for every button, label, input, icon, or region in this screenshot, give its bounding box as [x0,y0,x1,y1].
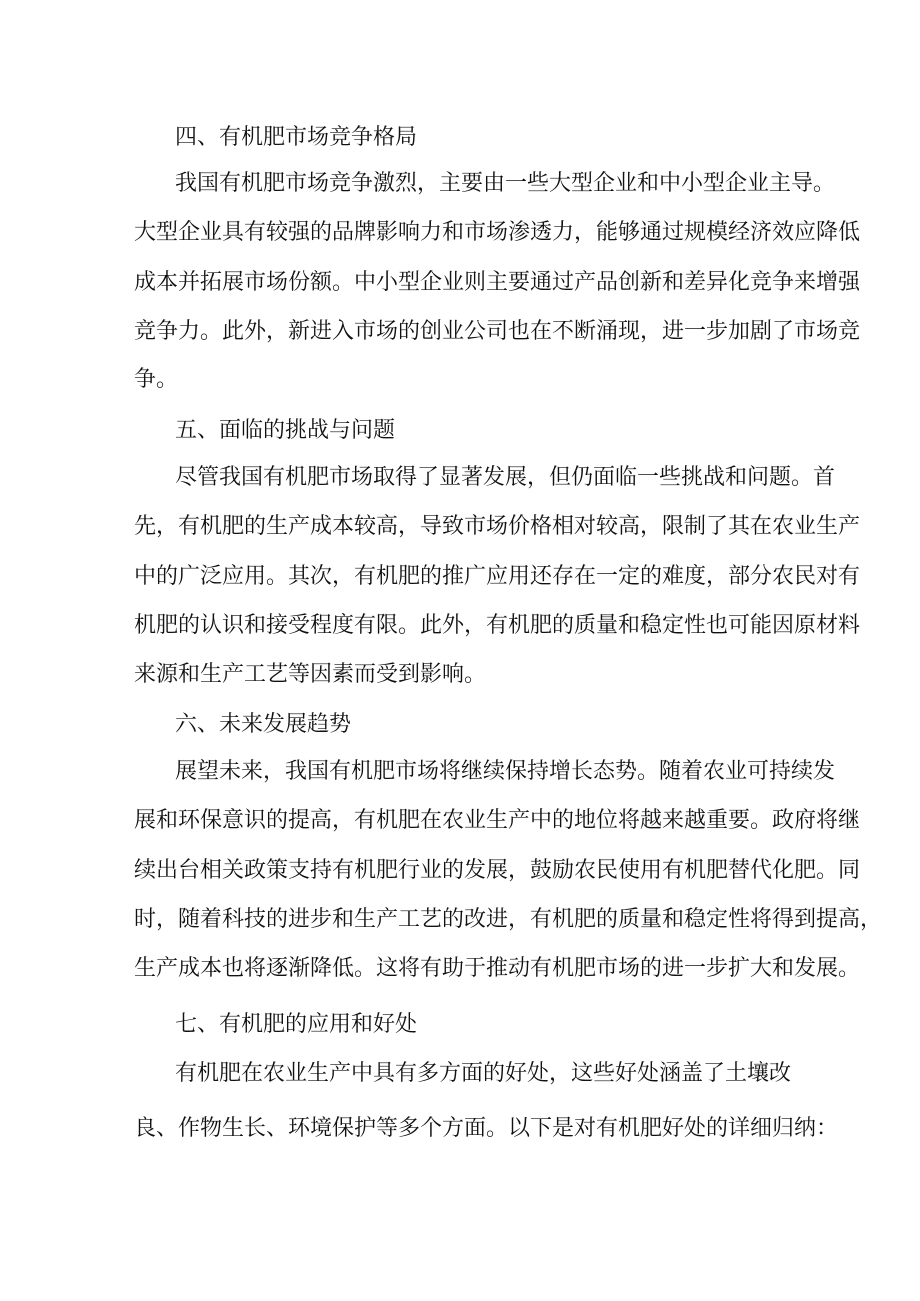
section-6-line-1: 展望未来，我国有机肥市场将继续保持增长态势。随着农业可持续发 [175,759,836,784]
section-5-line-5: 来源和生产工艺等因素而受到影响。 [134,662,487,687]
section-6-line-5: 生产成本也将逐渐降低。这将有助于推动有机肥市场的进一步扩大和发展。 [134,956,861,981]
section-6-heading: 六、未来发展趋势 [175,712,352,737]
section-5-heading: 五、面临的挑战与问题 [175,418,396,443]
section-7-line-1: 有机肥在农业生产中具有多方面的好处，这些好处涵盖了土壤改 [175,1061,792,1086]
section-7-line-2: 良、作物生长、环境保护等多个方面。以下是对有机肥好处的详细归纳： [134,1116,839,1141]
section-6-line-3: 续出台相关政策支持有机肥行业的发展，鼓励农民使用有机肥替代化肥。同 [134,858,861,883]
section-5-line-1: 尽管我国有机肥市场取得了显著发展，但仍面临一些挑战和问题。首 [175,465,836,490]
section-5-line-4: 机肥的认识和接受程度有限。此外，有机肥的质量和稳定性也可能因原材料 [134,613,861,638]
section-7-heading: 七、有机肥的应用和好处 [175,1012,418,1037]
section-6-line-4: 时，随着科技的进步和生产工艺的改进，有机肥的质量和稳定性将得到提高， [134,907,883,932]
section-4-line-5: 争。 [134,367,179,392]
section-6-line-2: 展和环保意识的提高，有机肥在农业生产中的地位将越来越重要。政府将继 [134,808,861,833]
section-5-line-3: 中的广泛应用。其次，有机肥的推广应用还存在一定的难度，部分农民对有 [134,564,861,589]
section-5-line-2: 先，有机肥的生产成本较高，导致市场价格相对较高，限制了其在农业生产 [134,514,861,539]
section-4-line-1: 我国有机肥市场竞争激烈，主要由一些大型企业和中小型企业主导。 [175,171,836,196]
section-4-heading: 四、有机肥市场竞争格局 [175,125,418,150]
section-4-line-3: 成本并拓展市场份额。中小型企业则主要通过产品创新和差异化竞争来增强 [134,270,861,295]
section-4-line-4: 竞争力。此外，新进入市场的创业公司也在不断涌现，进一步加剧了市场竞 [134,319,861,344]
section-4-line-2: 大型企业具有较强的品牌影响力和市场渗透力，能够通过规模经济效应降低 [134,220,861,245]
